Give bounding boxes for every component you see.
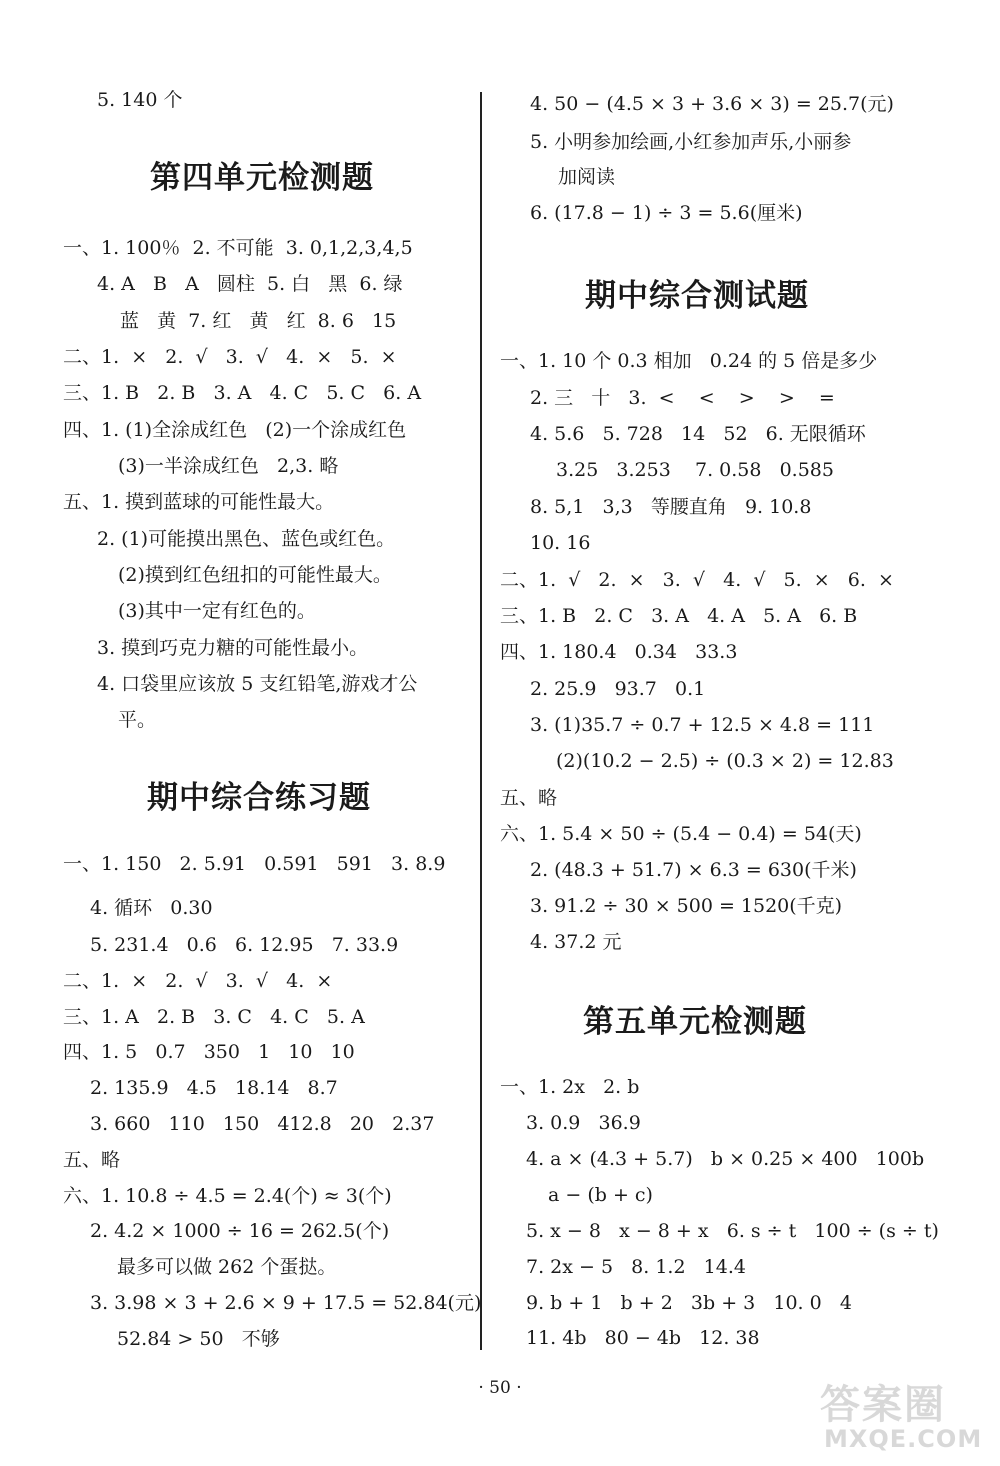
answer-line: 二、1. × 2. √ 3. √ 4. × 5. × — [63, 346, 397, 368]
answer-line: 6. (17.8 − 1) ÷ 3 = 5.6(厘米) — [530, 202, 803, 224]
answer-line: 2. 三 十 3. < < > > = — [530, 387, 835, 409]
answer-line: 3. 660 110 150 412.8 20 2.37 — [90, 1113, 435, 1135]
answer-line: (3)一半涂成红色 2,3. 略 — [118, 455, 339, 477]
answer-line: (3)其中一定有红色的。 — [118, 600, 316, 622]
section-title: 期中综合测试题 — [585, 278, 809, 314]
answer-line: 六、1. 10.8 ÷ 4.5 = 2.4(个) ≈ 3(个) — [63, 1185, 392, 1207]
section-title: 第四单元检测题 — [150, 160, 374, 196]
answer-line: 六、1. 5.4 × 50 ÷ (5.4 − 0.4) = 54(天) — [500, 823, 862, 845]
answer-line: 一、1. 2x 2. b — [500, 1076, 640, 1098]
answer-line: 52.84 > 50 不够 — [117, 1328, 280, 1350]
answer-line: a − (b + c) — [548, 1184, 653, 1206]
answer-line: 2. 135.9 4.5 18.14 8.7 — [90, 1077, 338, 1099]
answer-line: 一、1. 100％ 2. 不可能 3. 0,1,2,3,4,5 — [63, 237, 413, 259]
answer-line: 3. 摸到巧克力糖的可能性最小。 — [97, 637, 369, 659]
section-title: 第五单元检测题 — [583, 1004, 807, 1040]
section-title: 期中综合练习题 — [147, 780, 371, 816]
answer-line: 五、略 — [500, 787, 558, 809]
answer-line: 4. 循环 0.30 — [90, 897, 213, 919]
watermark-logo-text: 答案圈 — [820, 1382, 946, 1428]
answer-line: 5. 小明参加绘画,小红参加声乐,小丽参 — [530, 131, 852, 153]
answer-line: 5. 140 个 — [97, 89, 183, 111]
answer-line: 3. 3.98 × 3 + 2.6 × 9 + 17.5 = 52.84(元) — [90, 1292, 482, 1314]
answer-line: 四、1. 180.4 0.34 33.3 — [500, 641, 738, 663]
answer-line: 5. x − 8 x − 8 + x 6. s ÷ t 100 ÷ (s ÷ t) — [526, 1220, 939, 1242]
answer-line: 7. 2x − 5 8. 1.2 14.4 — [526, 1256, 746, 1278]
watermark-logo — [818, 1371, 988, 1456]
answer-line: 3.25 3.253 7. 0.58 0.585 — [556, 459, 834, 481]
answer-line: 10. 16 — [530, 532, 591, 554]
answer-line: 2. (48.3 + 51.7) × 6.3 = 630(千米) — [530, 859, 857, 881]
watermark-url: MXQE.COM — [824, 1425, 983, 1453]
answer-line: 平。 — [118, 709, 157, 731]
answer-line: 5. 231.4 0.6 6. 12.95 7. 33.9 — [90, 934, 399, 956]
answer-line: 五、1. 摸到蓝球的可能性最大。 — [63, 491, 335, 513]
answer-line: 加阅读 — [558, 166, 616, 188]
answer-line: 3. 0.9 36.9 — [526, 1112, 641, 1134]
answer-line: 11. 4b 80 − 4b 12. 38 — [526, 1327, 760, 1349]
answer-line: (2)摸到红色纽扣的可能性最大。 — [118, 564, 392, 586]
answer-line: 8. 5,1 3,3 等腰直角 9. 10.8 — [530, 496, 812, 518]
column-divider — [480, 92, 482, 1350]
answer-line: 4. 50 − (4.5 × 3 + 3.6 × 3) = 25.7(元) — [530, 93, 894, 115]
answer-line: (2)(10.2 − 2.5) ÷ (0.3 × 2) = 12.83 — [556, 750, 894, 772]
answer-line: 四、1. (1)全涂成红色 (2)一个涂成红色 — [63, 419, 407, 441]
answer-line: 9. b + 1 b + 2 3b + 3 10. 0 4 — [526, 1292, 852, 1314]
answer-line: 2. 25.9 93.7 0.1 — [530, 678, 706, 700]
answer-line: 三、1. B 2. B 3. A 4. C 5. C 6. A — [63, 382, 422, 404]
answer-line: 2. (1)可能摸出黑色、蓝色或红色。 — [97, 528, 396, 550]
page-number: · 50 · — [478, 1378, 522, 1398]
answer-line: 一、1. 10 个 0.3 相加 0.24 的 5 倍是多少 — [500, 350, 878, 372]
answer-line: 4. a × (4.3 + 5.7) b × 0.25 × 400 100b — [526, 1148, 925, 1170]
answer-line: 一、1. 150 2. 5.91 0.591 591 3. 8.9 — [63, 853, 446, 875]
answer-line: 4. 5.6 5. 728 14 52 6. 无限循环 — [530, 423, 866, 445]
answer-line: 蓝 黄 7. 红 黄 红 8. 6 15 — [120, 310, 397, 332]
answer-line: 4. A B A 圆柱 5. 白 黑 6. 绿 — [97, 273, 403, 295]
answer-line: 2. 4.2 × 1000 ÷ 16 = 262.5(个) — [90, 1220, 390, 1242]
answer-line: 二、1. √ 2. × 3. √ 4. √ 5. × 6. × — [500, 569, 894, 591]
answer-line: 4. 37.2 元 — [530, 931, 622, 953]
answer-line: 二、1. × 2. √ 3. √ 4. × — [63, 970, 333, 992]
answer-line: 四、1. 5 0.7 350 1 10 10 — [63, 1041, 355, 1063]
answer-line: 3. 91.2 ÷ 30 × 500 = 1520(千克) — [530, 895, 843, 917]
answer-line: 三、1. A 2. B 3. C 4. C 5. A — [63, 1006, 365, 1028]
answer-line: 3. (1)35.7 ÷ 0.7 + 12.5 × 4.8 = 111 — [530, 714, 875, 736]
answer-line: 最多可以做 262 个蛋挞。 — [117, 1256, 337, 1278]
answer-line: 五、略 — [63, 1149, 121, 1171]
answer-line: 三、1. B 2. C 3. A 4. A 5. A 6. B — [500, 605, 858, 627]
answer-line: 4. 口袋里应该放 5 支红铅笔,游戏才公 — [97, 673, 418, 695]
